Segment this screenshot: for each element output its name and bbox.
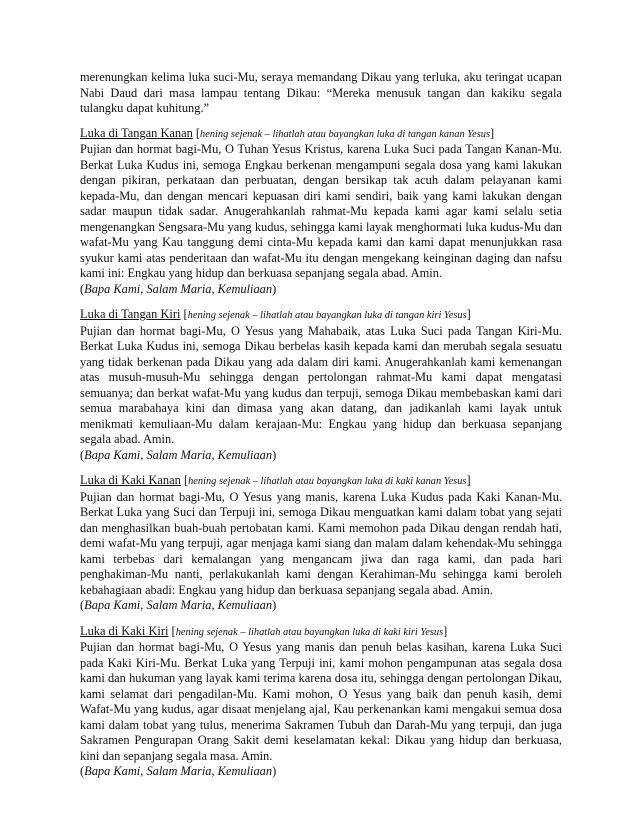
section-title: Luka di Tangan Kanan <box>80 125 193 140</box>
section-heading: Luka di Tangan Kiri [hening sejenak – lihatlah atau bayangkan luka di tangan kiri Yesus] <box>80 307 471 321</box>
section-prayers: (Bapa Kami, Salam Maria, Kemuliaan) <box>80 281 277 296</box>
section-body: Pujian dan hormat bagi-Mu, O Yesus yang manis, karena Luka Kudus pada Kaki Kanan-Mu. Berkat Luka yang Suci dan Terpuji ini, semoga Dikau menguatkan kami dalam tobat yang sejati dan menghasilkan buah-buah pertobatan kami. Kami memohon pada Dikau dengan rendah hati, demi wafat-Mu yang terpuji, agar menjaga kami siang dan malam dalam kehendak-Mu sehingga kami terbebas dari kemalangan yang mengancam jiwa dan raga kami, dan pada hari penghakiman-Mu nanti, perlakukanlah kami dengan Kerahiman-Mu sehingga kami beroleh kebahagiaan abadi: Engkau yang hidup dan berkuasa sepanjang segala abad. Amin. <box>80 489 562 597</box>
section-heading: Luka di Kaki Kiri [hening sejenak – lihatlah atau bayangkan luka di kaki kiri Yesus] <box>80 623 448 638</box>
section-note: hening sejenak – lihatlah atau bayangkan luka di tangan kiri Yesus <box>187 310 467 321</box>
section-right-foot <box>80 473 562 614</box>
section-note: hening sejenak – lihatlah atau bayangkan luka di kaki kanan Yesus <box>188 476 467 487</box>
section-body: Pujian dan hormat bagi-Mu, O Yesus yang manis dan penuh belas kasihan, karena Luka Suci pada Kaki Kiri-Mu. Berkat Luka yang Terpuji ini, kami mohon pengampunan atas segala dosa kami dan hukuman yang layak kami terima karena dosa itu, sehingga dengan pertolongan Dikau, kami selamat dari pengadilan-Mu. Kami mohon, O Yesus yang baik dan penuh kasih, demi Wafat-Mu yang kudus, agar disaat menjelang ajal, Kau perkenankan kami mengakui semua dosa kami dalam tobat yang tulus, menerima Sakramen Tubuh dan Darah-Mu yang terpuji, dan juga Sakramen Pengurapan Orang Sakit demi keselamatan kekal: Dikau yang hidup dan berkuasa, kini dan sepanjang segala masa. Amin. <box>80 640 562 763</box>
section-left-foot <box>80 624 562 780</box>
section-left-hand <box>80 307 562 463</box>
section-title: Luka di Kaki Kiri <box>80 623 169 638</box>
section-note: hening sejenak – lihatlah atau bayangkan luka di kaki kiri Yesus <box>175 626 444 638</box>
section-title: Luka di Tangan Kiri <box>80 307 181 321</box>
section-heading: Luka di Tangan Kanan [hening sejenak – lihatlah atau bayangkan luka di tangan kanan Yesus] <box>80 125 495 140</box>
section-prayers: (Bapa Kami, Salam Maria, Kemuliaan) <box>80 764 277 778</box>
section-body: Pujian dan hormat bagi-Mu, O Yesus yang Mahabaik, atas Luka Suci pada Tangan Kiri-Mu. Berkat Luka Kudus ini, semoga Dikau berbelas kasih kepada kami dan merubah segala sesuatu yang tidak berkenan pada Dikau yang ada dalam diri kami. Anugerahkanlah kami kemenangan atas musuh-musuh-Mu sehingga dengan pertolongan rahmat-Mu kami dapat mengatasi semuanya; dan berkat wafat-Mu yang kudus dan terpuji, semoga Dikau membebaskan kami dari semua marabahaya kini dan dimasa yang akan datang, dan jadikanlah kami layak untuk menikmati kemuliaan-Mu dalam kerajaan-Mu: Engkau yang hidup dan berkuasa sepanjang segala abad. Amin. <box>80 323 562 446</box>
section-prayers: (Bapa Kami, Salam Maria, Kemuliaan) <box>80 447 277 462</box>
intro-paragraph: merenungkan kelima luka suci-Mu, seraya memandang Dikau yang terluka, aku teringat ucapan Nabi Daud dari masa lampau tentang Dikau: “Mereka menusuk tangan dan kakiku segala tulangku dapat kuhitung.” <box>80 70 562 115</box>
section-body: Pujian dan hormat bagi-Mu, O Tuhan Yesus Kristus, karena Luka Suci pada Tangan Kanan-Mu. Berkat Luka Kudus ini, semoga Engkau berkenan mengampuni segala dosa yang kami lakukan dengan pikiran, perkataan dan perbuatan, dengan bersikap tak acuh dalam pelayanan kami kepada-Mu, dan dengan mencari kepuasan diri kami sendiri, baik yang kami lakukan dengan sadar maupun tidak sadar. Anugerahkanlah rahmat-Mu kepada kami agar kami selalu setia mengenangkan Sengsara-Mu yang kudus, sehingga kami layak menghormati luka kudus-Mu dan wafat-Mu yang Kau tanggung demi cinta-Mu kepada kami dan kami dapat menunjukkan rasa syukur kami atas penderitaan dan wafat-Mu itu dengan mengekang keinginan daging dan nafsu kami ini: Engkau yang hidup dan berkuasa sepanjang segala abad. Amin. <box>80 142 562 280</box>
section-right-hand <box>80 126 562 298</box>
section-note: hening sejenak – lihatlah atau bayangkan luka di tangan kanan Yesus <box>200 128 490 140</box>
document-page <box>80 70 562 790</box>
section-prayers: (Bapa Kami, Salam Maria, Kemuliaan) <box>80 598 277 612</box>
section-title: Luka di Kaki Kanan <box>80 473 181 487</box>
section-heading: Luka di Kaki Kanan [hening sejenak – lihatlah atau bayangkan luka di kaki kanan Yesus] <box>80 473 471 487</box>
